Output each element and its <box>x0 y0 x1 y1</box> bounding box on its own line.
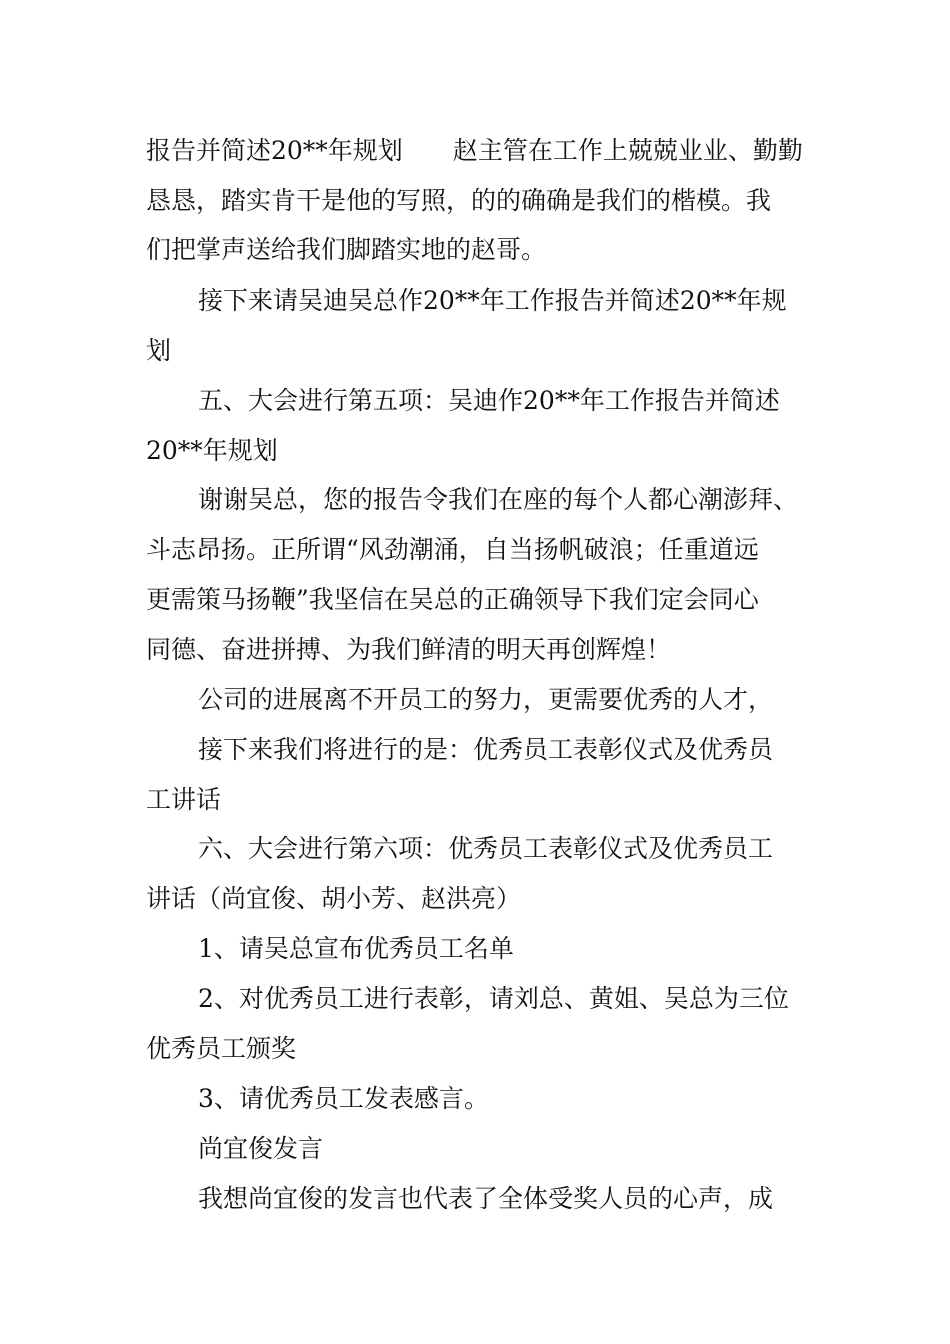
text-line: 们把掌声送给我们脚踏实地的赵哥。 <box>146 235 547 264</box>
text-line: 恳恳，踏实肯干是他的写照，的的确确是我们的楷模。我 <box>146 186 772 215</box>
text-line: 更需策马扬鞭”我坚信在吴总的正确领导下我们定会同心 <box>146 585 759 614</box>
text-line: 3、请优秀员工发表感言。 <box>198 1084 489 1113</box>
text-line: 五、大会进行第五项：吴迪作20**年工作报告并简述 <box>198 386 780 415</box>
text-line: 斗志昂扬。正所谓“风劲潮涌，自当扬帆破浪；任重道远 <box>146 535 759 564</box>
text-line: 优秀员工颁奖 <box>146 1034 297 1063</box>
text-line: 讲话（尚宜俊、胡小芳、赵洪亮） <box>146 884 522 913</box>
text-line: 报告并简述20**年规划 赵主管在工作上兢兢业业、勤勤 <box>146 136 803 165</box>
text-line: 谢谢吴总，您的报告令我们在座的每个人都心潮澎拜、 <box>198 485 799 514</box>
text-line: 尚宜俊发言 <box>198 1134 324 1163</box>
text-line: 工讲话 <box>146 785 222 814</box>
text-line: 接下来请吴迪吴总作20**年工作报告并简述20**年规 <box>198 286 787 315</box>
text-line: 划 <box>146 336 172 365</box>
text-line: 六、大会进行第六项：优秀员工表彰仪式及优秀员工 <box>198 834 774 863</box>
text-line: 接下来我们将进行的是：优秀员工表彰仪式及优秀员 <box>198 735 774 764</box>
text-line: 公司的进展离不开员工的努力，更需要优秀的人才， <box>198 685 774 714</box>
text-line: 1、请吴总宣布优秀员工名单 <box>198 934 514 963</box>
text-line: 我想尚宜俊的发言也代表了全体受奖人员的心声，成 <box>198 1184 774 1213</box>
text-line: 同德、奋进拼搏、为我们鲜清的明天再创辉煌！ <box>146 635 672 664</box>
text-line: 20**年规划 <box>146 436 278 465</box>
text-line: 2、对优秀员工进行表彰，请刘总、黄姐、吴总为三位 <box>198 984 789 1013</box>
